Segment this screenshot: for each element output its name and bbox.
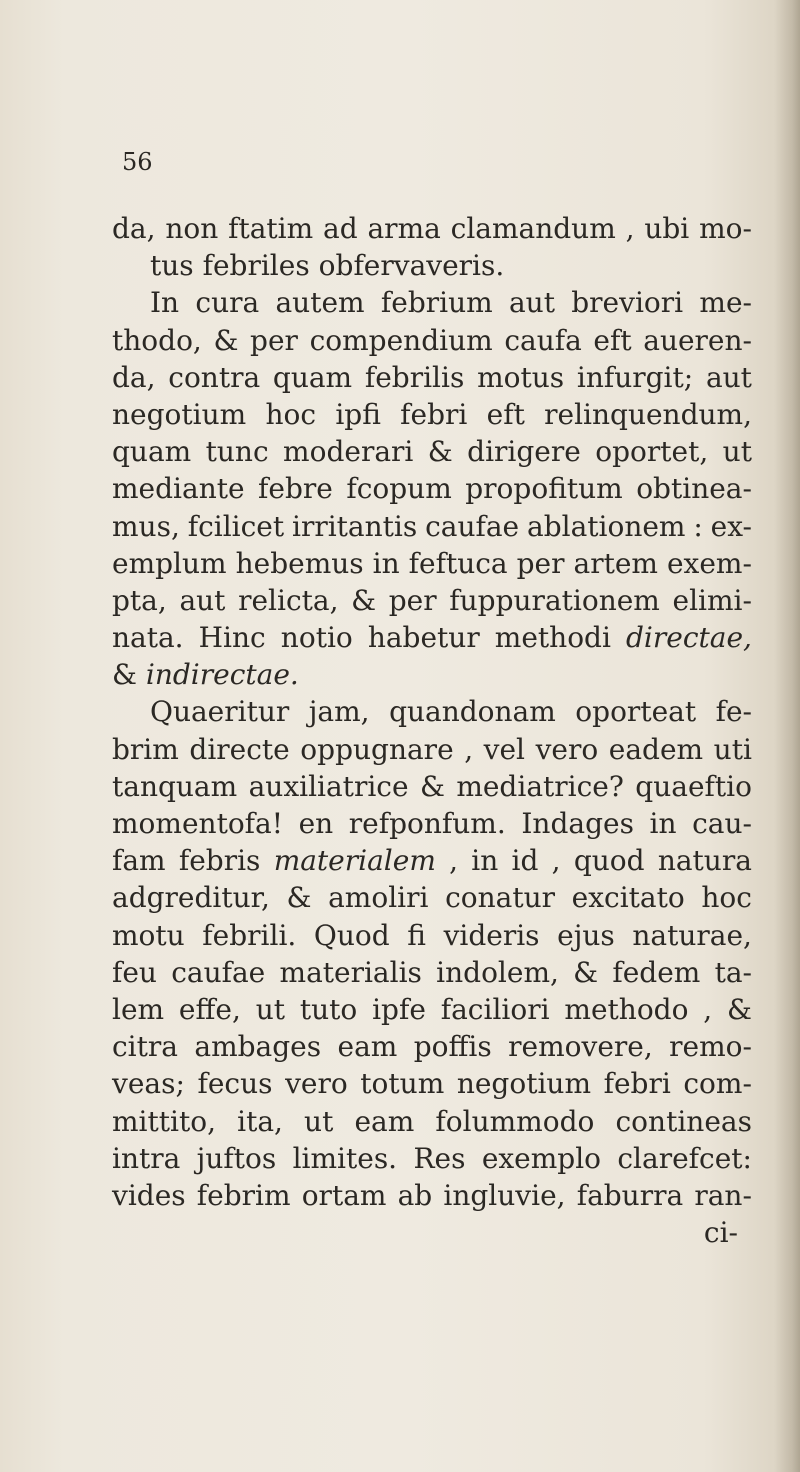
word: , xyxy=(449,844,459,878)
word: faburra xyxy=(576,1178,684,1212)
word: relicta, xyxy=(238,583,339,617)
word: fam xyxy=(112,844,166,878)
word: , xyxy=(551,844,561,878)
word: in xyxy=(372,546,400,580)
word: & xyxy=(427,435,453,469)
word: eft xyxy=(486,397,525,431)
word: nata. xyxy=(112,621,184,655)
word: directe xyxy=(189,732,290,766)
word: ingluvie, xyxy=(443,1178,566,1212)
word: eam xyxy=(337,1030,398,1064)
word: refponfum. xyxy=(348,807,506,840)
word: id xyxy=(511,844,539,878)
word: autem xyxy=(275,286,365,320)
word: exem- xyxy=(666,546,752,580)
word: cura xyxy=(195,286,260,320)
word: juftos xyxy=(196,1141,277,1175)
word: per xyxy=(388,583,437,617)
word: in xyxy=(649,807,677,840)
word: irritantis xyxy=(292,509,418,543)
word: materialis xyxy=(279,955,422,989)
word: emplum xyxy=(112,546,227,580)
word: Res xyxy=(413,1141,466,1175)
word: caufae xyxy=(425,509,520,543)
word: oportet, xyxy=(595,435,709,469)
word: febrilis xyxy=(364,360,465,394)
word: negotium xyxy=(112,397,247,431)
word: tuto xyxy=(299,992,358,1026)
text-line xyxy=(112,1065,752,1102)
word: hoc xyxy=(701,881,752,915)
word: en xyxy=(298,807,334,840)
word: febre xyxy=(258,472,333,506)
word: dirigere xyxy=(467,435,581,469)
text-line xyxy=(112,210,752,247)
text-line xyxy=(112,917,752,954)
word: da, xyxy=(112,212,156,245)
word: jam, xyxy=(308,695,370,729)
word: quam xyxy=(112,435,192,469)
word: in xyxy=(471,844,499,878)
text-line xyxy=(112,768,752,805)
word: motus xyxy=(477,360,565,394)
word: ex- xyxy=(710,509,752,543)
word: Quod xyxy=(313,918,390,952)
text-line xyxy=(112,656,752,693)
word: me- xyxy=(699,286,752,320)
word: & xyxy=(351,583,377,617)
word: & xyxy=(573,955,599,989)
catchword-text: ci- xyxy=(703,1216,738,1250)
word: aueren- xyxy=(643,323,752,357)
word: : xyxy=(693,509,703,543)
word: obtinea- xyxy=(636,472,752,506)
word: febrim xyxy=(196,1178,291,1212)
text-line xyxy=(112,433,752,470)
word: auxiliatrice xyxy=(248,769,409,803)
word: aut xyxy=(705,360,752,394)
text-line xyxy=(112,470,752,507)
word: thodo, xyxy=(112,323,202,357)
word: eft xyxy=(593,323,632,357)
word: indirectae. xyxy=(145,658,299,692)
text-block xyxy=(112,210,752,1251)
word: tanquam xyxy=(112,769,238,803)
word: febrili. xyxy=(202,918,297,952)
word: compendium xyxy=(309,323,493,357)
word: ut xyxy=(304,1104,334,1138)
text-line xyxy=(112,693,752,730)
text-line xyxy=(112,359,752,396)
word: poffis xyxy=(413,1030,492,1064)
word: mediatrice? xyxy=(456,769,624,803)
word: caufae xyxy=(171,955,266,989)
word: fcopum xyxy=(346,472,452,506)
word: infurgit; xyxy=(576,360,694,394)
word: vero xyxy=(535,732,599,766)
word: , xyxy=(625,212,635,245)
word: ortam xyxy=(301,1178,387,1212)
word: materialem xyxy=(273,844,436,878)
word: adgreditur, xyxy=(112,881,270,915)
word: propofitum xyxy=(465,472,623,506)
word: quod xyxy=(573,844,645,878)
word: , xyxy=(464,732,474,766)
text-line xyxy=(112,1177,752,1214)
word: febriles xyxy=(202,249,310,283)
word: ejus xyxy=(557,918,615,952)
page-number: 56 xyxy=(122,148,153,176)
text-line xyxy=(112,619,752,656)
word: ftatim xyxy=(228,212,314,245)
word: oppugnare xyxy=(300,732,454,766)
word: da, xyxy=(112,360,156,394)
word: excitato xyxy=(571,881,685,915)
word: ran- xyxy=(694,1178,752,1212)
text-line xyxy=(112,322,752,359)
word: contineas xyxy=(615,1104,752,1138)
word: ut xyxy=(255,992,285,1026)
word: tunc xyxy=(205,435,269,469)
word: febri xyxy=(603,1067,671,1101)
word: oporteat xyxy=(575,695,697,729)
word: habetur xyxy=(367,621,480,655)
word: ita, xyxy=(237,1104,283,1138)
word: clamandum xyxy=(450,212,616,245)
word: ubi xyxy=(644,212,690,245)
word: Quaeritur xyxy=(150,695,290,729)
word: exemplo xyxy=(481,1141,602,1175)
word: fe- xyxy=(715,695,752,729)
word: vero xyxy=(285,1067,348,1101)
word: aut xyxy=(179,583,226,617)
word: cau- xyxy=(692,807,752,840)
word: feftuca xyxy=(408,546,508,580)
word: quandonam xyxy=(389,695,556,729)
text-line xyxy=(112,991,752,1028)
text-line xyxy=(112,1028,752,1065)
word: naturae, xyxy=(632,918,752,952)
word: aut xyxy=(508,286,555,320)
spine-shadow xyxy=(774,0,800,1472)
word: & xyxy=(419,769,445,803)
word: pta, xyxy=(112,583,167,617)
text-line xyxy=(112,396,752,433)
word: , xyxy=(703,992,713,1026)
word: fi xyxy=(407,918,426,952)
text-line xyxy=(112,284,752,321)
word: mus, xyxy=(112,509,180,543)
text-line xyxy=(112,1140,752,1177)
word: eadem xyxy=(608,732,704,766)
word: ipfe xyxy=(372,992,426,1026)
word: fuppurationem xyxy=(449,583,660,617)
text-line xyxy=(112,582,752,619)
word: limites. xyxy=(292,1141,398,1175)
word: indolem, xyxy=(436,955,559,989)
text-line xyxy=(112,508,752,545)
word: effe, xyxy=(178,992,241,1026)
catchword xyxy=(112,1214,752,1251)
word: & xyxy=(112,658,137,692)
word: fcilicet xyxy=(187,509,285,543)
word: ab xyxy=(397,1178,433,1212)
word: mediante xyxy=(112,472,245,506)
word: contra xyxy=(168,360,261,394)
word: directae, xyxy=(626,621,752,655)
word: febris xyxy=(178,844,261,878)
word: citra xyxy=(112,1030,178,1064)
word: ad xyxy=(323,212,358,245)
word: ut xyxy=(722,435,752,469)
word: & xyxy=(213,323,239,357)
word: removere, xyxy=(508,1030,653,1064)
word: mittito, xyxy=(112,1104,216,1138)
word: quaeftio xyxy=(635,769,752,803)
word: methodo xyxy=(564,992,689,1026)
word: ambages xyxy=(194,1030,322,1064)
word: mo- xyxy=(699,212,752,245)
word: tus xyxy=(150,249,194,283)
word: caufa xyxy=(504,323,582,357)
word: hebemus xyxy=(235,546,364,580)
word: totum xyxy=(360,1067,445,1101)
word: fecus xyxy=(197,1067,273,1101)
word: per xyxy=(516,546,565,580)
word: & xyxy=(286,881,312,915)
word: fedem xyxy=(612,955,701,989)
word: ipfi xyxy=(335,397,381,431)
word: non xyxy=(165,212,219,245)
word: vel xyxy=(483,732,526,766)
word: hoc xyxy=(265,397,317,431)
word: febrium xyxy=(380,286,493,320)
word: brim xyxy=(112,732,179,766)
word: folummodo xyxy=(435,1104,595,1138)
word: quam xyxy=(272,360,353,394)
text-line xyxy=(112,247,752,284)
word: conatur xyxy=(445,881,556,915)
word: vides xyxy=(112,1178,186,1212)
word: uti xyxy=(713,732,752,766)
word: In xyxy=(150,286,180,320)
word: artem xyxy=(573,546,658,580)
word: videris xyxy=(443,918,540,952)
word: clarefcet: xyxy=(617,1141,752,1175)
text-line xyxy=(112,731,752,768)
word: ablationem xyxy=(527,509,686,543)
word: veas; xyxy=(112,1067,185,1101)
word: intra xyxy=(112,1141,181,1175)
word: Hinc xyxy=(198,621,266,655)
word: lem xyxy=(112,992,165,1026)
word: notio xyxy=(280,621,353,655)
word: momentofa! xyxy=(112,807,283,840)
word: relinquendum, xyxy=(544,397,752,431)
word: feu xyxy=(112,955,157,989)
word: motu xyxy=(112,918,185,952)
word: eam xyxy=(354,1104,415,1138)
word: obfervaveris. xyxy=(318,249,505,283)
text-line xyxy=(112,879,752,916)
word: arma xyxy=(367,212,441,245)
word: elimi- xyxy=(672,583,752,617)
text-line xyxy=(112,954,752,991)
word: remo- xyxy=(669,1030,752,1064)
word: amoliri xyxy=(328,881,429,915)
word: negotium xyxy=(456,1067,592,1101)
word: moderari xyxy=(283,435,414,469)
word: Indages xyxy=(521,807,634,840)
word: methodi xyxy=(494,621,611,655)
word: natura xyxy=(657,844,752,878)
word: ta- xyxy=(714,955,752,989)
text-line xyxy=(112,842,752,879)
word: per xyxy=(250,323,298,357)
word: & xyxy=(727,992,752,1026)
word: com- xyxy=(683,1067,752,1101)
word: febri xyxy=(400,397,468,431)
text-line xyxy=(112,1103,752,1140)
text-line xyxy=(112,545,752,582)
word: breviori xyxy=(571,286,684,320)
text-line xyxy=(112,805,752,842)
word: faciliori xyxy=(440,992,550,1026)
